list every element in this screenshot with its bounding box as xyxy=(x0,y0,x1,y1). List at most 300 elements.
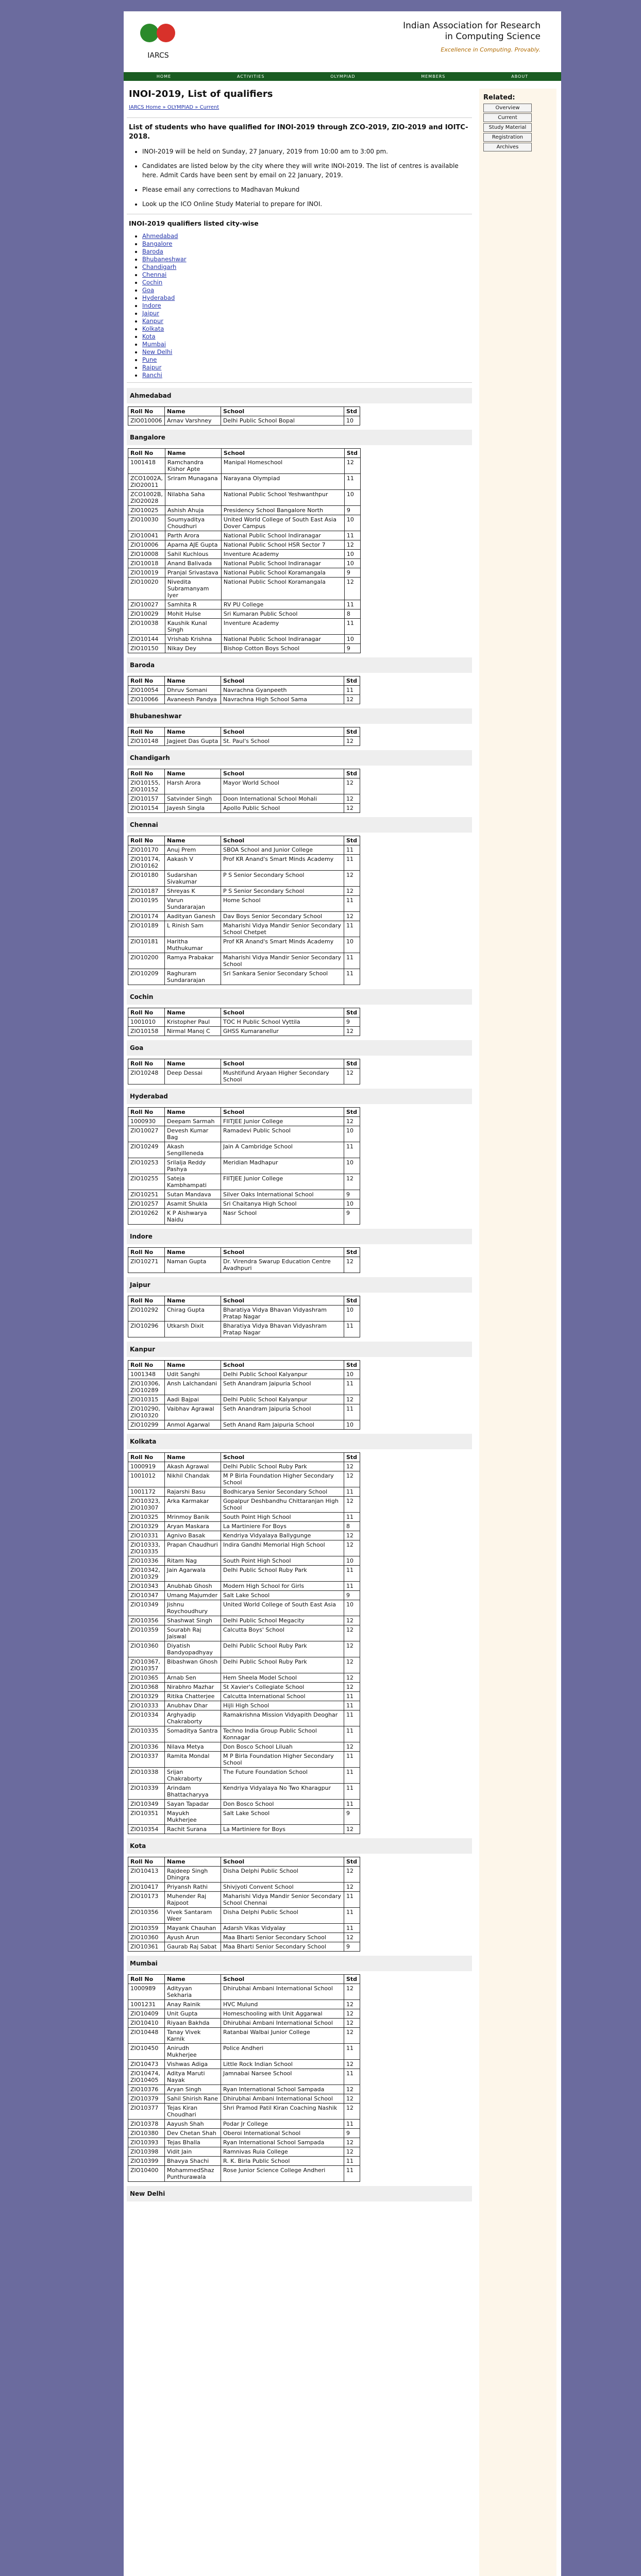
main-content xyxy=(127,84,472,2201)
table-row xyxy=(128,1497,360,1513)
table-cell: 11 xyxy=(344,953,360,969)
table-cell: Aparna AJE Gupta xyxy=(165,540,221,550)
page-title: INOI-2019, List of qualifiers xyxy=(129,89,273,99)
table-cell: 12 xyxy=(344,794,360,804)
table-row xyxy=(128,1726,360,1742)
table-cell: United World College of South East Asia Dover Campus xyxy=(221,515,344,531)
table-cell: 9 xyxy=(344,2129,360,2138)
table-cell: ZIO10253 xyxy=(128,1158,165,1174)
table-cell: Vidit Jain xyxy=(165,2147,221,2157)
table-row xyxy=(128,737,360,746)
table-cell: Rachit Surana xyxy=(165,1825,221,1834)
table-cell: 9 xyxy=(344,1591,360,1600)
qualifier-table xyxy=(128,1452,360,1834)
table-cell: Ratanbai Walbai Junior College xyxy=(221,2028,344,2044)
table-row xyxy=(128,1809,360,1825)
table-row xyxy=(128,1158,360,1174)
table-cell: 12 xyxy=(344,1471,360,1487)
table-row xyxy=(128,804,360,813)
column-header: Std xyxy=(344,407,360,416)
table-cell: ZIO10331 xyxy=(128,1531,165,1540)
table-cell: 11 xyxy=(344,1142,360,1158)
table-cell: Sutan Mandava xyxy=(165,1190,221,1199)
table-row xyxy=(128,896,360,912)
table-cell: 12 xyxy=(344,804,360,813)
table-cell: Samhita R xyxy=(165,600,221,609)
table-row xyxy=(128,686,360,695)
table-cell: Dhirubhai Ambani International School xyxy=(221,1984,344,2000)
sidebar-archives-button[interactable]: Archives xyxy=(483,143,532,151)
table-cell: 11 xyxy=(344,619,360,635)
breadcrumb[interactable]: IARCS Home » OLYMPIAD » Current xyxy=(129,105,220,110)
table-cell: Bishop Cotton Boys School xyxy=(221,644,344,653)
site-header xyxy=(124,11,561,72)
table-cell: Ramita Mondal xyxy=(165,1752,221,1768)
table-cell: Haritha Muthukumar xyxy=(165,937,221,953)
info-list xyxy=(142,147,470,209)
table-row xyxy=(128,644,361,653)
city-link[interactable]: Kanpur xyxy=(142,317,163,325)
table-cell: Jagjeet Das Gupta xyxy=(165,737,221,746)
column-header: Std xyxy=(344,836,360,845)
table-cell: 11 xyxy=(344,686,360,695)
table-cell: Aryan Maskara xyxy=(165,1522,221,1531)
table-row xyxy=(128,1395,360,1404)
table-cell: Jishnu Roychoudhury xyxy=(165,1600,221,1616)
table-cell: Maharishi Vidya Mandir Senior Secondary School xyxy=(221,953,344,969)
city-link[interactable]: Baroda xyxy=(142,248,163,255)
table-cell: 1000989 xyxy=(128,1984,165,2000)
info-item[interactable]: • Please email any corrections to Madhavan Mukund xyxy=(142,185,470,194)
svg-text:IARCS: IARCS xyxy=(147,52,169,60)
table-row xyxy=(128,506,361,515)
table-cell: Seth Anandram Jaipuria School xyxy=(221,1379,344,1395)
city-link[interactable]: Kolkata xyxy=(142,325,164,332)
column-header: Roll No xyxy=(128,1975,165,1984)
column-header: Std xyxy=(344,449,360,458)
table-cell: 10 xyxy=(344,1199,360,1209)
city-list-item xyxy=(142,232,472,240)
sidebar-study-material-button[interactable]: Study Material xyxy=(483,123,532,132)
table-row xyxy=(128,2085,360,2094)
table-cell: Delhi Public School Kalyanpur xyxy=(221,1370,344,1379)
table-cell: Prapan Chaudhuri xyxy=(165,1540,221,1556)
nav-members[interactable]: MEMBERS xyxy=(421,74,446,79)
table-row xyxy=(128,2044,360,2060)
table-cell: 12 xyxy=(344,1462,360,1471)
city-list-item xyxy=(142,294,472,302)
main-nav xyxy=(124,72,561,81)
nav-olympiad[interactable]: OLYMPIAD xyxy=(330,74,356,79)
table-cell: Devesh Kumar Bag xyxy=(165,1126,221,1142)
table-cell: St Xavier's Collegiate School xyxy=(221,1683,344,1692)
table-cell: Dev Chetan Shah xyxy=(165,2129,221,2138)
table-cell: Mushtifund Aryaan Higher Secondary School xyxy=(221,1069,344,1084)
table-cell: South Point High School xyxy=(221,1513,344,1522)
table-cell: ZIO10019 xyxy=(128,568,165,578)
table-cell: 9 xyxy=(344,568,360,578)
city-link[interactable]: Bangalore xyxy=(142,240,173,247)
table-cell: 11 xyxy=(344,1566,360,1582)
table-row xyxy=(128,1701,360,1710)
table-cell: 1001172 xyxy=(128,1487,165,1497)
column-header: Roll No xyxy=(128,1059,165,1069)
city-link[interactable]: Indore xyxy=(142,302,161,309)
table-cell: HVC Mulund xyxy=(221,2000,344,2009)
table-cell: ZIO10180 xyxy=(128,871,165,887)
table-cell: ZIO10413 xyxy=(128,1867,165,1883)
info-item[interactable]: • Look up the ICO Online Study Material to prepare for INOI. xyxy=(142,199,470,209)
table-cell: Ritika Chatterjee xyxy=(165,1692,221,1701)
column-header: Std xyxy=(344,1453,360,1462)
table-cell: ZIO10251 xyxy=(128,1190,165,1199)
table-row xyxy=(128,458,361,474)
qualifier-table xyxy=(128,676,360,704)
city-list-item xyxy=(142,341,472,348)
city-list-item xyxy=(142,333,472,341)
table-row xyxy=(128,578,361,600)
table-cell: Avaneesh Pandya xyxy=(165,695,221,704)
table-cell: Delhi Public School Ruby Park xyxy=(221,1657,344,1673)
table-row xyxy=(128,937,360,953)
column-header: Name xyxy=(165,449,221,458)
info-item: • INOI-2019 will be held on Sunday, 27 January, 2019 from 10:00 am to 3:00 pm. xyxy=(142,147,470,156)
table-cell: ZIO10325 xyxy=(128,1513,165,1522)
table-cell: 10 xyxy=(344,1370,360,1379)
table-cell: Don Bosco School Liluah xyxy=(221,1742,344,1752)
table-row xyxy=(128,2157,360,2166)
table-row xyxy=(128,1908,360,1924)
table-cell: 1001010 xyxy=(128,1018,165,1027)
table-row xyxy=(128,1018,360,1027)
table-cell: National Public School Koramangala xyxy=(221,578,344,600)
sidebar-overview-button[interactable]: Overview xyxy=(483,104,532,112)
table-cell: ZIO10154 xyxy=(128,804,165,813)
table-cell: 9 xyxy=(344,1809,360,1825)
related-sidebar xyxy=(479,89,556,2576)
table-cell: 11 xyxy=(344,896,360,912)
section-heading: Chandigarh xyxy=(127,750,472,766)
city-link[interactable]: Bhubaneshwar xyxy=(142,256,187,263)
table-cell: Anuj Prem xyxy=(165,845,221,855)
table-row xyxy=(128,635,361,644)
table-row xyxy=(128,1556,360,1566)
table-cell: Techno India Group Public School Konnagar xyxy=(221,1726,344,1742)
table-cell: Delhi Public School Megacity xyxy=(221,1616,344,1625)
table-cell: 11 xyxy=(344,855,360,871)
table-cell: ZIO10376 xyxy=(128,2085,165,2094)
table-cell: 10 xyxy=(344,937,360,953)
table-cell: FIITJEE Junior College xyxy=(221,1117,344,1126)
table-cell: 12 xyxy=(344,871,360,887)
qualifier-table xyxy=(128,836,360,985)
table-row xyxy=(128,1379,360,1395)
table-row xyxy=(128,2104,360,2120)
table-row xyxy=(128,1616,360,1625)
table-cell: K P Aishwarya Naidu xyxy=(165,1209,221,1225)
table-cell: Modern High School for Girls xyxy=(221,1582,344,1591)
table-row xyxy=(128,778,360,794)
table-row xyxy=(128,1117,360,1126)
table-cell: ZIO10360 xyxy=(128,1641,165,1657)
table-row xyxy=(128,609,361,619)
table-cell: Bharatiya Vidya Bhavan Vidyashram Pratap Nagar xyxy=(221,1321,344,1337)
column-header: Roll No xyxy=(128,407,165,416)
section-heading: Kanpur xyxy=(127,1342,472,1357)
table-cell: 12 xyxy=(344,1395,360,1404)
table-cell: ZIO10409 xyxy=(128,2009,165,2019)
section-heading: Mumbai xyxy=(127,1956,472,1971)
intro-heading: List of students who have qualified for INOI-2019 through ZCO-2019, ZIO-2019 and IOITC-2018. xyxy=(129,124,468,141)
table-cell: ZIO10008 xyxy=(128,550,165,559)
table-cell: Tejas Kiran Choudhari xyxy=(165,2104,221,2120)
table-row xyxy=(128,1566,360,1582)
table-cell: ZIO10450 xyxy=(128,2044,165,2060)
table-cell: FIITJEE Junior College xyxy=(221,1174,344,1190)
table-cell: 10 xyxy=(344,1126,360,1142)
table-row xyxy=(128,600,361,609)
table-cell: 11 xyxy=(344,474,360,490)
table-row xyxy=(128,1174,360,1190)
table-cell: 12 xyxy=(344,1933,360,1942)
table-row xyxy=(128,2009,360,2019)
table-row xyxy=(128,845,360,855)
city-link[interactable]: New Delhi xyxy=(142,348,173,355)
table-cell: ZIO10333 xyxy=(128,1701,165,1710)
column-header: School xyxy=(221,769,344,778)
table-cell: Dhirubhai Ambani International School xyxy=(221,2094,344,2104)
table-cell: ZIO10030 xyxy=(128,515,165,531)
table-row xyxy=(128,2028,360,2044)
table-cell: 12 xyxy=(344,1742,360,1752)
nav-home[interactable]: HOME xyxy=(156,74,172,79)
iarcs-logo[interactable] xyxy=(135,18,181,64)
column-header: Name xyxy=(165,727,221,737)
city-list-item xyxy=(142,364,472,371)
table-cell: Arindam Bhattacharyya xyxy=(165,1784,221,1800)
table-cell: Adarsh Vikas Vidyalay xyxy=(221,1924,344,1933)
column-header: Roll No xyxy=(128,1361,165,1370)
city-list-item xyxy=(142,356,472,364)
table-cell: 12 xyxy=(344,887,360,896)
table-cell: Ryan International School Sampada xyxy=(221,2138,344,2147)
table-row xyxy=(128,2094,360,2104)
table-cell: Arghyadip Chakraborty xyxy=(165,1710,221,1726)
table-row xyxy=(128,871,360,887)
table-cell: 11 xyxy=(344,1701,360,1710)
table-cell: M P Birla Foundation Higher Secondary School xyxy=(221,1752,344,1768)
table-cell: Kristopher Paul xyxy=(165,1018,221,1027)
qualifier-table xyxy=(128,1974,360,2182)
column-header: Roll No xyxy=(128,676,165,686)
table-cell: Ayush Arun xyxy=(165,1933,221,1942)
table-cell: Dr. Virendra Swarup Education Centre Avadhpuri xyxy=(221,1257,344,1273)
table-cell: Shashwat Singh xyxy=(165,1616,221,1625)
table-cell: ZCO1002A, ZIO20011 xyxy=(128,474,165,490)
table-cell: ZIO10380 xyxy=(128,2129,165,2138)
city-link[interactable]: Cochin xyxy=(142,279,163,286)
city-link[interactable]: Raipur xyxy=(142,364,162,371)
table-cell: Police Andheri xyxy=(221,2044,344,2060)
table-cell: Anirudh Mukherjee xyxy=(165,2044,221,2060)
city-link[interactable]: Chandigarh xyxy=(142,263,177,270)
table-cell: Aditya Maruti Nayak xyxy=(165,2069,221,2085)
table-cell: ZIO10027 xyxy=(128,600,165,609)
column-header: Roll No xyxy=(128,1108,165,1117)
table-cell: 12 xyxy=(344,540,360,550)
column-header: Std xyxy=(344,727,360,737)
org-name-line1: Indian Association for Research xyxy=(403,21,541,31)
table-row xyxy=(128,1692,360,1701)
column-header: Name xyxy=(165,1975,221,1984)
table-row xyxy=(128,1209,360,1225)
table-cell: ZIO10173 xyxy=(128,1892,165,1908)
table-cell: ZIO10148 xyxy=(128,737,165,746)
table-cell: Little Rock Indian School xyxy=(221,2060,344,2069)
city-link[interactable]: Jaipur xyxy=(142,310,159,317)
city-link[interactable]: Hyderabad xyxy=(142,294,175,301)
table-cell: 12 xyxy=(344,1825,360,1834)
table-cell: Aadi Bajpai xyxy=(165,1395,221,1404)
table-cell: 9 xyxy=(344,1018,360,1027)
table-cell: Gaurab Raj Sabat xyxy=(165,1942,221,1952)
table-row xyxy=(128,2147,360,2157)
info-item[interactable]: • Candidates are listed below by the city where they will write INOI-2019. The list of centres is available here. Admit Cards have been sent by email on 22 January, 2019. xyxy=(142,161,470,180)
city-link[interactable]: Goa xyxy=(142,286,154,294)
table-cell: 11 xyxy=(344,1379,360,1395)
table-cell: Parth Arora xyxy=(165,531,221,540)
table-row xyxy=(128,1673,360,1683)
table-cell: Disha Delphi Public School xyxy=(221,1867,344,1883)
table-cell: Sriram Munagana xyxy=(165,474,221,490)
table-row xyxy=(128,1591,360,1600)
table-cell: 1001012 xyxy=(128,1471,165,1487)
table-cell: Jain A Cambridge School xyxy=(221,1142,344,1158)
table-cell: ZIO10410 xyxy=(128,2019,165,2028)
qualifier-sections xyxy=(127,388,472,2182)
table-row xyxy=(128,1710,360,1726)
table-cell: Presidency School Bangalore North xyxy=(221,506,344,515)
table-cell: Delhi Public School Ruby Park xyxy=(221,1566,344,1582)
table-cell: ZIO10368 xyxy=(128,1683,165,1692)
city-list-item xyxy=(142,371,472,379)
table-cell: ZIO10339 xyxy=(128,1784,165,1800)
table-cell: ZIO10347 xyxy=(128,1591,165,1600)
table-cell: ZIO10329 xyxy=(128,1522,165,1531)
city-list-item xyxy=(142,256,472,263)
table-cell: Jain Agarwala xyxy=(165,1566,221,1582)
nav-about[interactable]: ABOUT xyxy=(511,74,529,79)
table-row xyxy=(128,1471,360,1487)
city-link[interactable]: Ahmedabad xyxy=(142,232,178,240)
table-cell: ZIO10020 xyxy=(128,578,165,600)
table-cell: ZIO10255 xyxy=(128,1174,165,1190)
table-cell: Navrachna Gyanpeeth xyxy=(221,686,344,695)
org-name-line2: in Computing Science xyxy=(445,31,541,42)
table-cell: Vaibhav Agrawal xyxy=(165,1404,221,1420)
table-cell: ZIO10323, ZIO10307 xyxy=(128,1497,165,1513)
table-cell: Sourabh Raj Jaiswal xyxy=(165,1625,221,1641)
table-cell: Narayana Olympiad xyxy=(221,474,344,490)
table-cell: Vishwas Adiga xyxy=(165,2060,221,2069)
sidebar-registration-button[interactable]: Registration xyxy=(483,133,532,142)
city-list-item xyxy=(142,248,472,256)
table-cell: Prof KR Anand's Smart Minds Academy xyxy=(221,937,344,953)
city-link[interactable]: Ranchi xyxy=(142,371,162,379)
table-cell: ZIO10195 xyxy=(128,896,165,912)
column-header: Name xyxy=(165,1361,221,1370)
section-heading: Chennai xyxy=(127,817,472,833)
city-link[interactable]: Mumbai xyxy=(142,341,166,348)
section-heading: Ahmedabad xyxy=(127,388,472,403)
table-cell: Raghuram Sundararajan xyxy=(165,969,221,985)
table-row xyxy=(128,490,361,506)
table-cell: Bodhicarya Senior Secondary School xyxy=(221,1487,344,1497)
table-cell: 11 xyxy=(344,531,360,540)
table-cell: 11 xyxy=(344,1784,360,1800)
table-cell: 11 xyxy=(344,1404,360,1420)
table-cell: ZIO10170 xyxy=(128,845,165,855)
table-cell: Ramadevi Public School xyxy=(221,1126,344,1142)
city-list xyxy=(142,232,472,379)
qualifier-table xyxy=(128,1008,360,1036)
column-header: Roll No xyxy=(128,727,165,737)
table-row xyxy=(128,1784,360,1800)
table-row xyxy=(128,1126,360,1142)
table-cell: ZIO10343 xyxy=(128,1582,165,1591)
table-cell: ZIO10299 xyxy=(128,1420,165,1430)
column-header: Roll No xyxy=(128,769,165,778)
table-cell: Nirabhro Mazhar xyxy=(165,1683,221,1692)
qualifier-table xyxy=(128,1247,360,1273)
table-row xyxy=(128,1487,360,1497)
column-header: Roll No xyxy=(128,1857,165,1867)
qualifier-table xyxy=(128,769,360,813)
section-heading: Goa xyxy=(127,1040,472,1056)
city-link[interactable]: Pune xyxy=(142,356,157,363)
table-cell: 10 xyxy=(344,490,360,506)
table-row xyxy=(128,1825,360,1834)
table-cell: 12 xyxy=(344,1683,360,1692)
table-row xyxy=(128,1404,360,1420)
table-cell: Umang Majumder xyxy=(165,1591,221,1600)
table-cell: Delhi Public School Ruby Park xyxy=(221,1462,344,1471)
table-cell: MohammedShaz Punthurawala xyxy=(165,2166,221,2182)
table-cell: 11 xyxy=(344,2044,360,2060)
column-header: Std xyxy=(344,1248,360,1257)
table-cell: Aadityan Ganesh xyxy=(165,912,221,921)
table-cell: Muhender Raj Rajpoot xyxy=(165,1892,221,1908)
table-row xyxy=(128,568,361,578)
table-row xyxy=(128,1027,360,1036)
table-cell: 11 xyxy=(344,1710,360,1726)
city-link[interactable]: Chennai xyxy=(142,271,167,278)
table-cell: ZIO10257 xyxy=(128,1199,165,1209)
table-cell: Shreyas K xyxy=(165,887,221,896)
table-cell: 11 xyxy=(344,600,360,609)
sidebar-current-button[interactable]: Current xyxy=(483,113,532,122)
table-cell: Sahil Shirish Rane xyxy=(165,2094,221,2104)
table-cell: Vivek Santaram Weer xyxy=(165,1908,221,1924)
divider xyxy=(127,382,472,383)
city-link[interactable]: Kota xyxy=(142,333,156,340)
table-cell: Ramchandra Kishor Apte xyxy=(165,458,221,474)
table-cell: Bharatiya Vidya Bhavan Vidyashram Pratap Nagar xyxy=(221,1306,344,1321)
nav-activities[interactable]: ACTIVITIES xyxy=(237,74,265,79)
table-cell: La Martiniere for Boys xyxy=(221,1825,344,1834)
table-cell: ZIO10006 xyxy=(128,540,165,550)
table-cell: 11 xyxy=(344,2120,360,2129)
